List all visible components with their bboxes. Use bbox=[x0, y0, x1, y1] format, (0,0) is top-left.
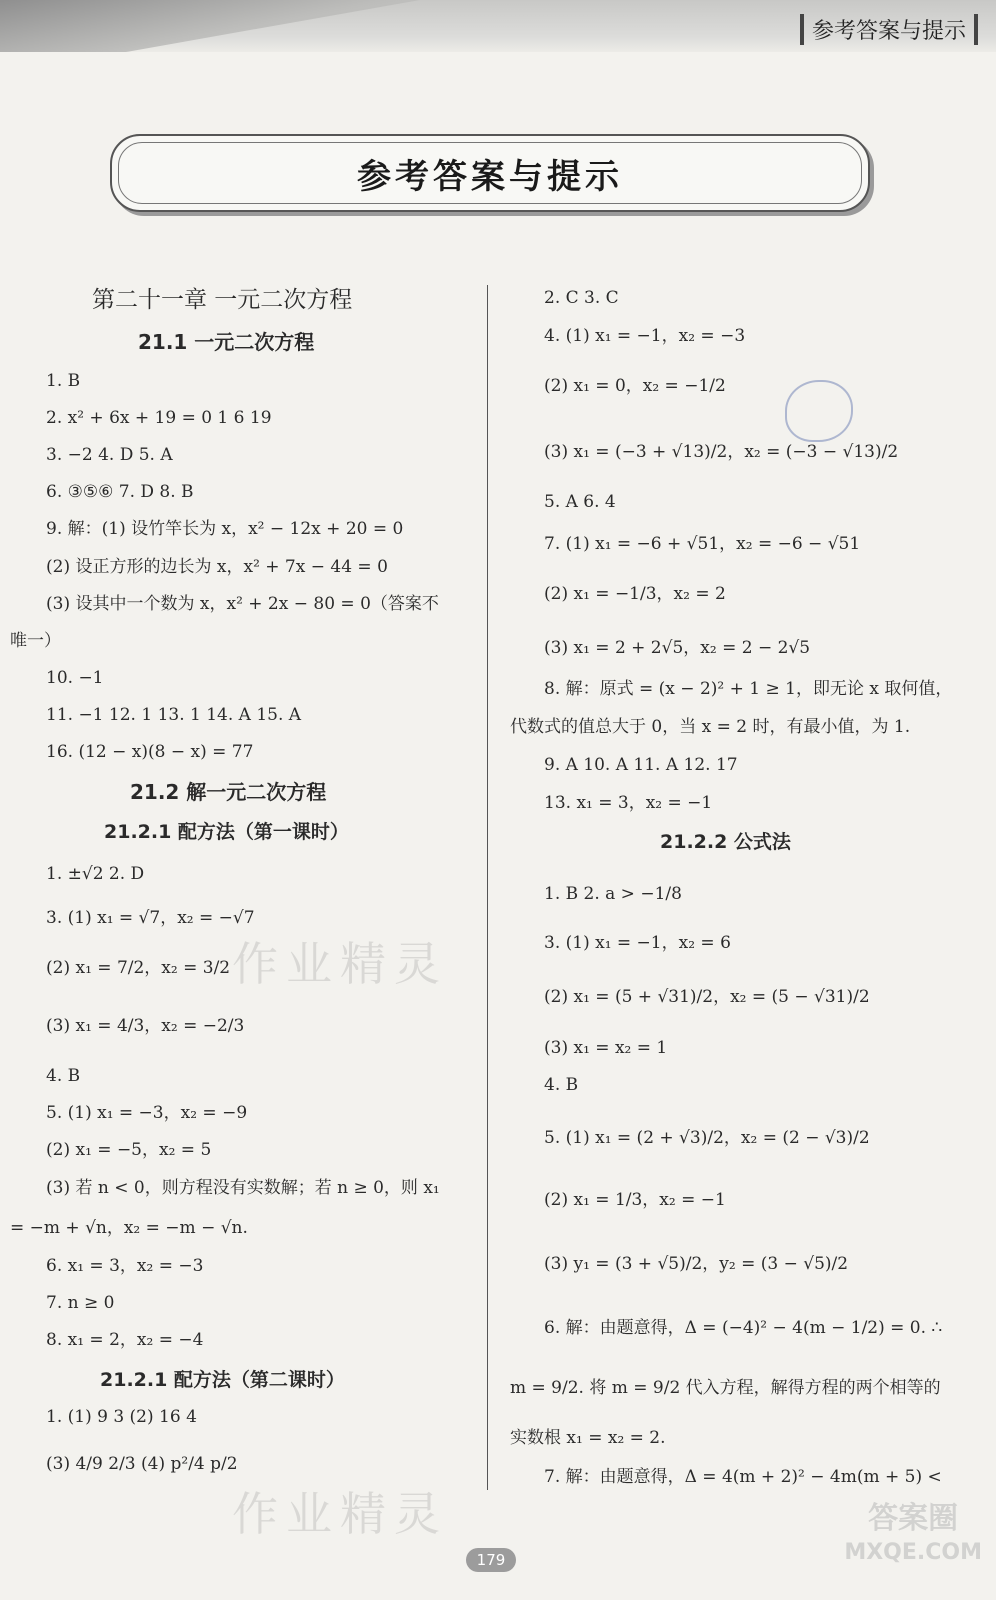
section-heading: 21.1 一元二次方程 bbox=[138, 330, 315, 354]
section-heading: 21.2.1 配方法（第一课时） bbox=[104, 821, 349, 843]
answer-line: (2) x₁ = 0，x₂ = −1/2 bbox=[544, 376, 726, 396]
answer-line: 实数根 x₁ = x₂ = 2. bbox=[510, 1428, 666, 1448]
answer-line: 1. B bbox=[46, 371, 81, 391]
answer-line: 4. B bbox=[46, 1066, 81, 1086]
answer-line: 6. x₁ = 3，x₂ = −3 bbox=[46, 1256, 204, 1276]
answer-line: 3. (1) x₁ = −1，x₂ = 6 bbox=[544, 933, 731, 953]
stamp-seal bbox=[785, 380, 853, 442]
answer-line: 4. B bbox=[544, 1075, 579, 1095]
answer-line: 5. A 6. 4 bbox=[544, 492, 616, 512]
answer-line: (3) y₁ = (3 + √5)/2，y₂ = (3 − √5)/2 bbox=[544, 1254, 849, 1274]
title-box bbox=[110, 134, 870, 212]
answer-line: 13. x₁ = 3，x₂ = −1 bbox=[544, 793, 713, 813]
answer-line: (3) x₁ = 4/3，x₂ = −2/3 bbox=[46, 1016, 245, 1036]
answer-line: (3) x₁ = x₂ = 1 bbox=[544, 1038, 668, 1058]
answer-line: 代数式的值总大于 0，当 x = 2 时，有最小值，为 1. bbox=[510, 717, 911, 737]
answer-line: 1. ±√2 2. D bbox=[46, 864, 145, 884]
answer-line: 9. 解：(1) 设竹竿长为 x，x² − 12x + 20 = 0 bbox=[46, 519, 404, 539]
answer-line: 11. −1 12. 1 13. 1 14. A 15. A bbox=[46, 705, 302, 725]
answer-line: (2) x₁ = 1/3，x₂ = −1 bbox=[544, 1190, 726, 1210]
answer-line: m = 9/2. 将 m = 9/2 代入方程，解得方程的两个相等的 bbox=[510, 1378, 941, 1398]
answer-line: (3) 设其中一个数为 x，x² + 2x − 80 = 0（答案不 bbox=[46, 594, 439, 614]
answer-line: 6. 解：由题意得，Δ = (−4)² − 4(m − 1/2) = 0. ∴ bbox=[544, 1318, 943, 1338]
answer-line: 7. (1) x₁ = −6 + √51，x₂ = −6 − √51 bbox=[544, 534, 861, 554]
answer-line: 10. −1 bbox=[46, 668, 104, 688]
answer-line: 8. 解：原式 = (x − 2)² + 1 ≥ 1，即无论 x 取何值， bbox=[544, 679, 953, 699]
answer-line: 3. −2 4. D 5. A bbox=[46, 445, 173, 465]
answer-line: 5. (1) x₁ = −3，x₂ = −9 bbox=[46, 1103, 248, 1123]
answer-line: 2. x² + 6x + 19 = 0 1 6 19 bbox=[46, 408, 272, 428]
answer-line: (2) x₁ = 7/2，x₂ = 3/2 bbox=[46, 958, 231, 978]
answer-line: 6. ③⑤⑥ 7. D 8. B bbox=[46, 482, 194, 502]
answer-line: = −m + √n，x₂ = −m − √n. bbox=[10, 1218, 248, 1238]
answer-line: 3. (1) x₁ = √7，x₂ = −√7 bbox=[46, 908, 255, 928]
section-heading: 第二十一章 一元二次方程 bbox=[92, 287, 353, 313]
section-heading: 21.2 解一元二次方程 bbox=[130, 780, 327, 804]
watermark-corner-line: MXQE.COM bbox=[844, 1540, 982, 1565]
watermark: 作业精灵 bbox=[232, 937, 448, 991]
section-heading: 21.2.1 配方法（第二课时） bbox=[100, 1369, 345, 1391]
answer-line: 7. 解：由题意得，Δ = 4(m + 2)² − 4m(m + 5) < bbox=[544, 1467, 942, 1487]
answer-line: (2) x₁ = −1/3，x₂ = 2 bbox=[544, 584, 726, 604]
answer-line: 8. x₁ = 2，x₂ = −4 bbox=[46, 1330, 204, 1350]
watermark: 作业精灵 bbox=[232, 1487, 448, 1541]
page-number: 179 bbox=[466, 1548, 516, 1572]
answer-line: (2) 设正方形的边长为 x，x² + 7x − 44 = 0 bbox=[46, 557, 388, 577]
answer-line: 1. (1) 9 3 (2) 16 4 bbox=[46, 1407, 197, 1427]
answer-line: 7. n ≥ 0 bbox=[46, 1293, 115, 1313]
answer-line: (3) x₁ = (−3 + √13)/2，x₂ = (−3 − √13)/2 bbox=[544, 442, 899, 462]
answer-line: (3) 4/9 2/3 (4) p²/4 p/2 bbox=[46, 1454, 238, 1474]
answer-line: 16. (12 − x)(8 − x) = 77 bbox=[46, 742, 254, 762]
answer-line: 4. (1) x₁ = −1，x₂ = −3 bbox=[544, 326, 746, 346]
running-header: 参考答案与提示 bbox=[800, 14, 978, 45]
watermark-corner bbox=[844, 1502, 982, 1570]
answer-line: 9. A 10. A 11. A 12. 17 bbox=[544, 755, 738, 775]
column-divider bbox=[487, 285, 488, 1490]
page-title: 参考答案与提示 bbox=[118, 142, 862, 204]
answer-line: (2) x₁ = (5 + √31)/2，x₂ = (5 − √31)/2 bbox=[544, 987, 870, 1007]
answer-line: (3) x₁ = 2 + 2√5，x₂ = 2 − 2√5 bbox=[544, 638, 811, 658]
answer-line: (2) x₁ = −5，x₂ = 5 bbox=[46, 1140, 212, 1160]
watermark-corner-line: 答案圈 bbox=[868, 1501, 959, 1536]
answer-line: 5. (1) x₁ = (2 + √3)/2，x₂ = (2 − √3)/2 bbox=[544, 1128, 870, 1148]
answer-line: 1. B 2. a > −1/8 bbox=[544, 884, 682, 904]
answer-line: (3) 若 n < 0，则方程没有实数解；若 n ≥ 0，则 x₁ bbox=[46, 1178, 440, 1198]
section-heading: 21.2.2 公式法 bbox=[660, 831, 791, 853]
answer-line: 唯一） bbox=[10, 631, 61, 651]
answer-line: 2. C 3. C bbox=[544, 288, 619, 308]
